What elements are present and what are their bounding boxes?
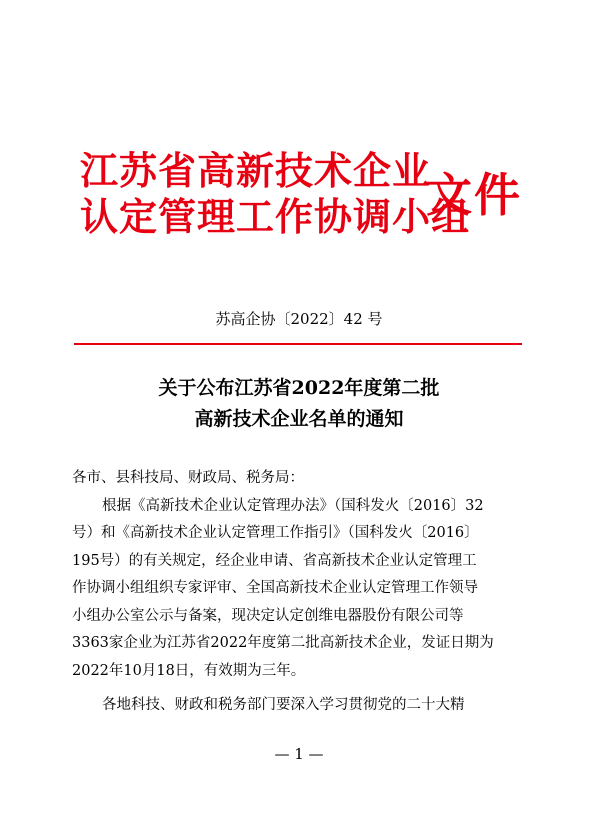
body-line: 195号）的有关规定，经企业申请、省高新技术企业认定管理工 xyxy=(72,552,477,569)
document-number: 苏高企协〔2022〕42 号 xyxy=(215,310,383,328)
body-line: 根据《高新技术企业认定管理办法》（国科发火〔2016〕32 xyxy=(102,497,484,514)
document-label: 文件 xyxy=(426,168,522,222)
red-divider-line xyxy=(74,343,522,345)
body-line: 3363家企业为江苏省2022年度第二批高新技术企业，发证日期为 xyxy=(72,635,494,651)
body-line: 2022年10月18日，有效期为三年。 xyxy=(72,662,306,679)
notice-body xyxy=(72,465,528,720)
body-line: 作协调小组组织专家评审、全国高新技术企业认定管理工作领导 xyxy=(72,580,478,596)
notice-title-line-1: 关于公布江苏省2022年度第二批 xyxy=(158,377,440,399)
issuer-header xyxy=(80,148,550,258)
salutation: 各市、县科技局、财政局、税务局： xyxy=(72,470,304,486)
body-line: 号）和《高新技术企业认定管理工作指引》（国科发火〔2016〕 xyxy=(72,525,479,541)
body-line: 小组办公室公示与备案，现决定认定创维电器股份有限公司等 xyxy=(72,607,464,624)
page-number: — 1 — xyxy=(274,745,324,763)
issuer-name-line-2: 认定管理工作协调小组 xyxy=(80,195,471,239)
issuer-name xyxy=(80,148,470,240)
notice-title xyxy=(0,373,598,435)
notice-title-line-2: 高新技术企业名单的通知 xyxy=(194,408,404,430)
body-line: 各地科技、财政和税务部门要深入学习贯彻党的二十大精 xyxy=(102,697,465,713)
issuer-name-line-1: 江苏省高新技术企业 xyxy=(80,149,432,193)
